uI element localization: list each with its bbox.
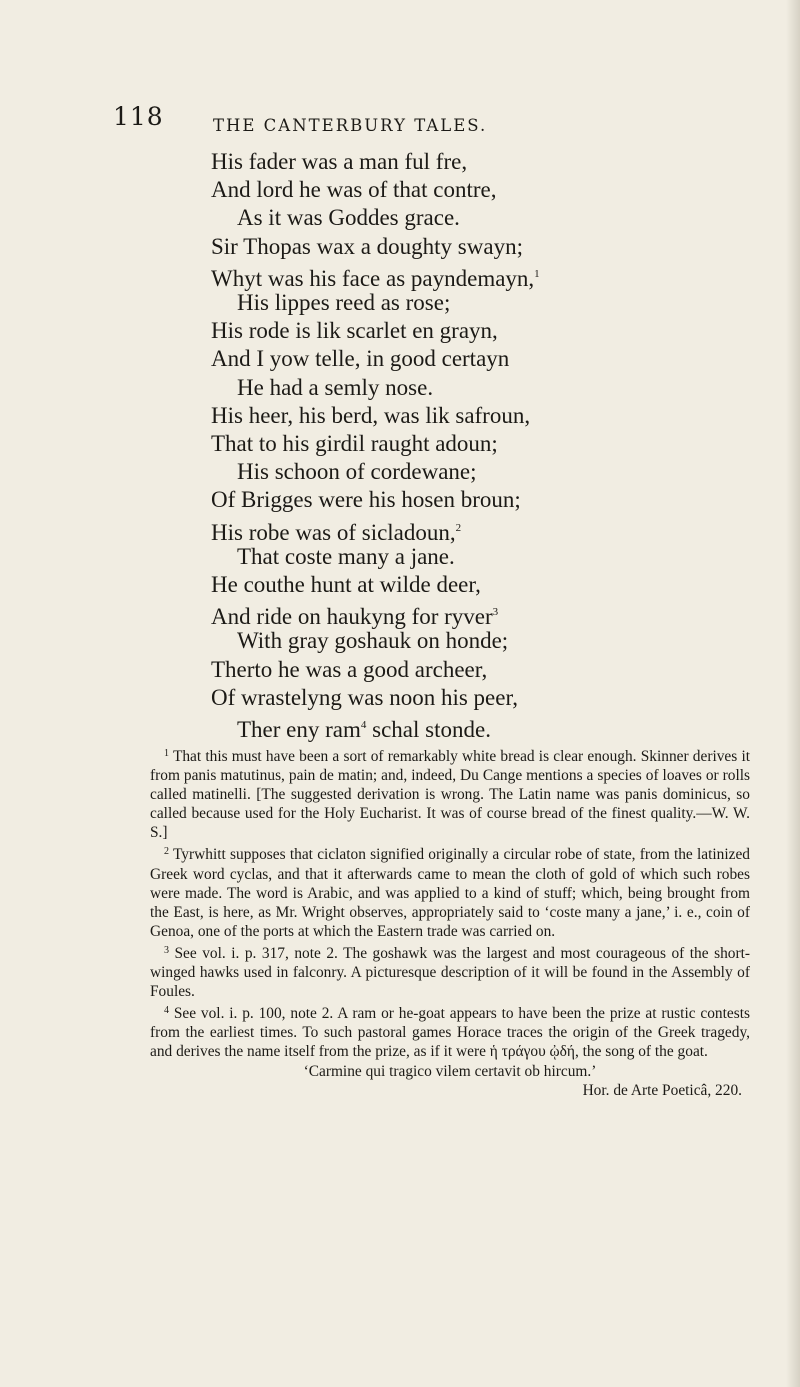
- verse-line: [211, 684, 518, 711]
- verse-text: That to his girdil raught adoun;: [211, 431, 498, 456]
- verse-text: And I yow telle, in good certayn: [211, 346, 510, 372]
- footnote-3: [150, 941, 750, 1001]
- verse-text: Whyt was his face as payndemayn,: [211, 265, 535, 291]
- verse-line: [237, 627, 508, 654]
- page-number: 118: [113, 102, 164, 131]
- verse-line: [237, 543, 455, 570]
- verse-text: [237, 717, 491, 742]
- verse-line: [211, 345, 509, 372]
- page-edge-shadow: [786, 0, 800, 1387]
- verse-text: And lord he was of that contre,: [211, 177, 497, 203]
- verse-line: [211, 486, 521, 513]
- verse-line: [211, 571, 481, 598]
- footnote-mark: 2: [164, 846, 169, 858]
- footnote-1: [150, 744, 750, 842]
- verse-text: He had a semly nose.: [237, 374, 434, 400]
- verse-text: His fader was a man ful fre,: [211, 149, 468, 174]
- footnote-text: See vol. i. p. 317, note 2. The goshawk was the largest and most courageous of the short-winged hawks used in falconry. A picturesque description of it will be found in the Assembly of Foules.: [150, 944, 750, 1001]
- verse-line: [211, 261, 540, 292]
- verse-text: Sir Thopas wax a doughty swayn;: [211, 233, 523, 259]
- verse-line: [211, 233, 523, 260]
- horace-citation: Hor. de Arte Poeticâ, 220.: [582, 1081, 742, 1099]
- verse-line: [211, 515, 461, 546]
- verse-line: [237, 374, 433, 401]
- footnote-mark: 4: [164, 1005, 169, 1017]
- footnote-ref: 1: [534, 267, 540, 280]
- verse-text: With gray goshauk on honde;: [237, 628, 509, 654]
- verse-text: And ride on haukyng for ryver: [211, 604, 493, 630]
- footnote-ref: 2: [455, 521, 462, 534]
- verse-line: [211, 599, 498, 630]
- footnote-mark: 3: [164, 944, 169, 956]
- horace-quote: ‘Carmine qui tragico vilem certavit ob hircum.’: [303, 1062, 597, 1080]
- verse-text-part: Ther eny ram: [237, 717, 361, 742]
- footnotes: [150, 744, 750, 1100]
- footnote-text: Tyrwhitt supposes that ciclaton signified originally a circular robe of state, from the latinized Greek word cyclas, and that it afterwards came to mean the cloth of gold of which such robes were made. The word is Arabic, and was applied to a kind of stuff; which, being brought from the East, is here, as Mr. Wright observes, appropriately said to ‘coste many a jane,’ i. e., coin of Genoa, one of the ports at which the Eastern trade was carried on.: [150, 846, 750, 940]
- verse-text: As it was Goddes grace.: [237, 205, 460, 231]
- footnote-ref: 4: [360, 719, 367, 731]
- footnote-4: [150, 1001, 750, 1061]
- verse-text: His lippes reed as rose;: [237, 290, 451, 315]
- verse-line: [211, 317, 498, 344]
- verse-text: His robe was of sicladoun,: [211, 519, 456, 545]
- verse-line: [237, 458, 477, 485]
- verse-line: [211, 402, 530, 429]
- running-head: THE CANTERBURY TALES.: [213, 116, 488, 135]
- verse-text: Therto he was a good archeer,: [211, 656, 488, 682]
- verse-text: Of Brigges were his hosen broun;: [211, 487, 521, 513]
- verse-line: [211, 430, 498, 457]
- footnote-mark: 1: [164, 748, 169, 759]
- verse-text: His rode is lik scarlet en grayn,: [211, 318, 498, 344]
- verse-line: [237, 712, 491, 743]
- verse-text: Of wrastelyng was noon his peer,: [211, 684, 518, 710]
- verse-line: [211, 176, 497, 203]
- verse-line: [211, 148, 467, 175]
- verse-text: His heer, his berd, was lik safroun,: [211, 402, 531, 428]
- footnote-2: [150, 842, 750, 940]
- verse-line: [237, 289, 450, 316]
- footnote-ref: 3: [492, 606, 499, 619]
- verse-line: [211, 656, 487, 683]
- footnote-text: That this must have been a sort of remarkably white bread is clear enough. Skinner derives it from panis matutinus, pain de matin; and, indeed, Du Cange mentions a species of loaves or rolls called matinelli. [The suggested derivation is wrong. The Latin name was panis dominicus, so called because used for the Holy Eucharist. It was of course bread of the finest quality.—W. W. S.]: [150, 748, 750, 842]
- verse-line: [237, 204, 460, 231]
- verse-text: He couthe hunt at wilde deer,: [211, 572, 481, 597]
- verse-text: That coste many a jane.: [237, 543, 455, 569]
- verse-text-part: schal stonde.: [366, 717, 491, 742]
- footnote-text: See vol. i. p. 100, note 2. A ram or he-goat appears to have been the prize at rustic contests from the earliest times. To such pastoral games Horace traces the origin of the Greek tragedy, and derives the name itself from the prize, as if it were ἡ τράγου ᾠδή, the song of the goat.: [150, 1005, 750, 1061]
- verse-text: His schoon of cordewane;: [237, 459, 477, 485]
